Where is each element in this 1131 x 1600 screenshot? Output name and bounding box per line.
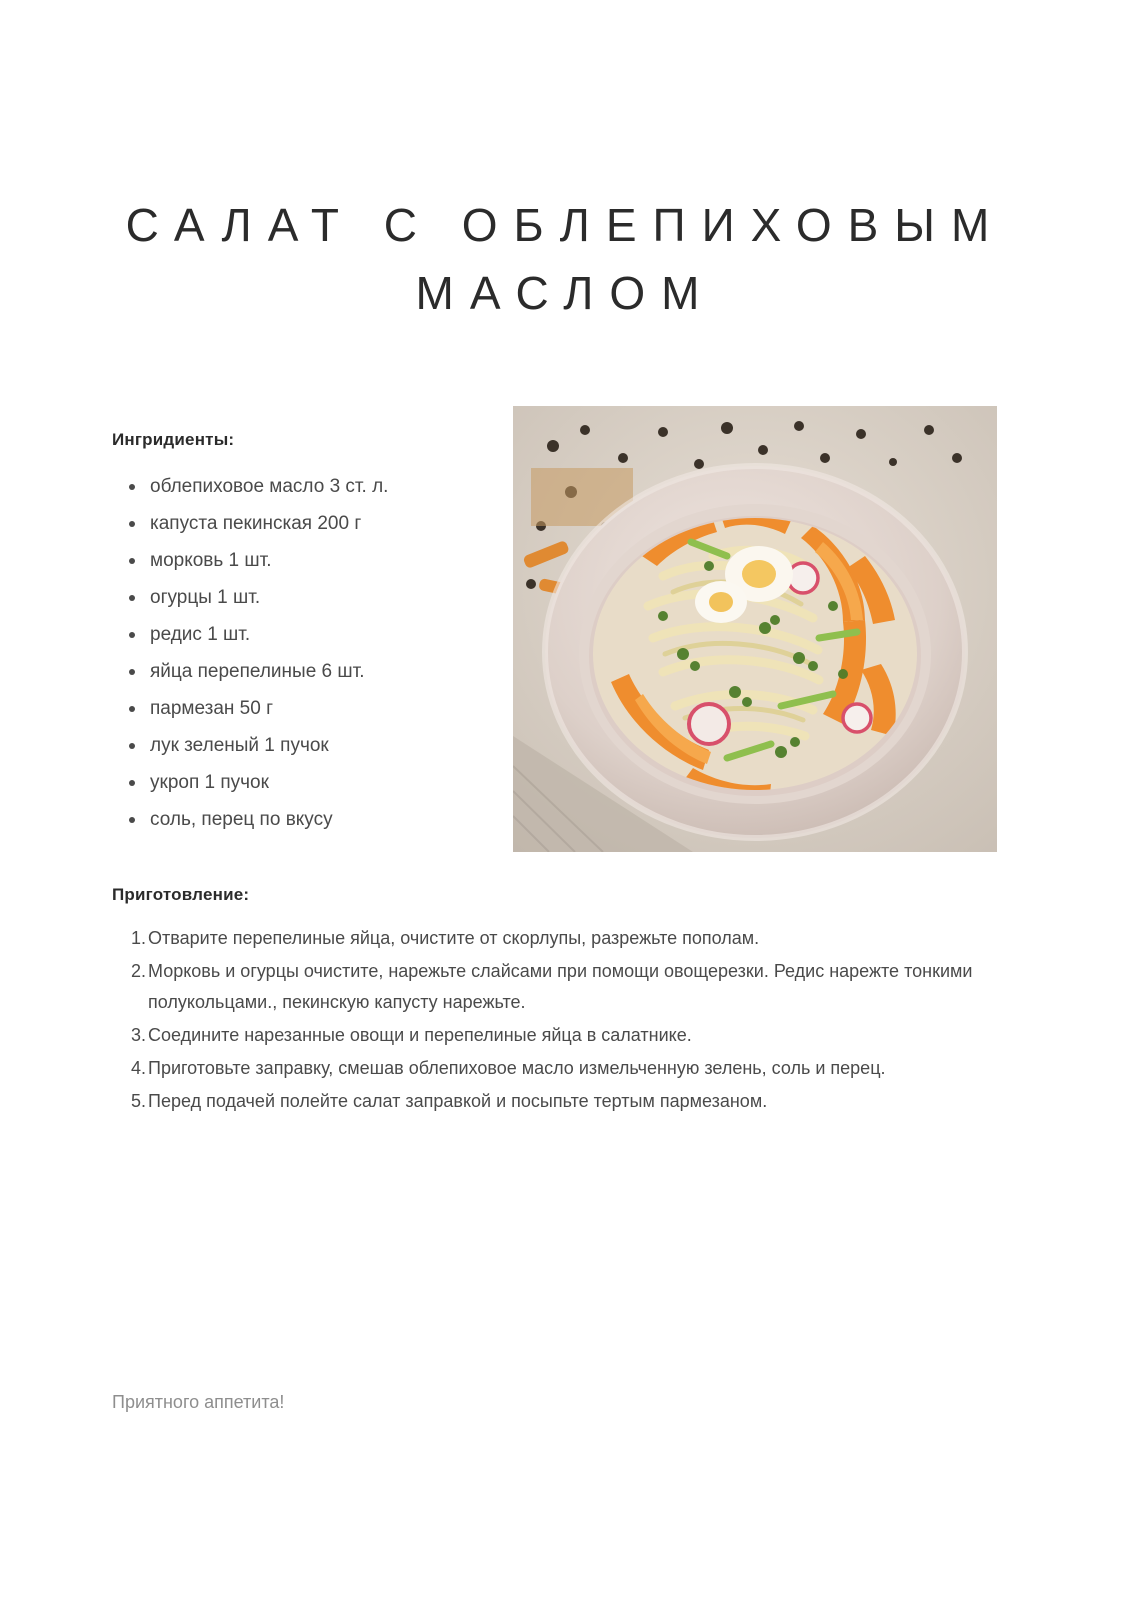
page-title: САЛАТ С ОБЛЕПИХОВЫМ МАСЛОМ [125, 198, 1006, 319]
list-item: Морковь и огурцы очистите, нарежьте слайсами при помощи овощерезки. Редис нарежте тонкими полукольцами., пекинскую капусту нарежьте. [148, 961, 973, 1012]
ingredients-list [112, 468, 472, 838]
list-item: пармезан 50 г [112, 690, 472, 727]
list-item: укроп 1 пучок [112, 764, 472, 801]
list-item: Соедините нарезанные овощи и перепелиные яйца в салатнике. [148, 1025, 692, 1045]
list-item: редис 1 шт. [112, 616, 472, 653]
list-item: Приготовьте заправку, смешав облепиховое масло измельченную зелень, соль и перец. [148, 1058, 886, 1078]
steps-list [112, 923, 1022, 1117]
list-item: соль, перец по вкусу [112, 801, 472, 838]
list-item: облепиховое масло 3 ст. л. [112, 468, 472, 505]
list-item: огурцы 1 шт. [112, 579, 472, 616]
list-item: морковь 1 шт. [112, 542, 472, 579]
salad-photo [513, 406, 997, 852]
footer-note: Приятного аппетита! [112, 1392, 285, 1412]
list-item: Перед подачей полейте салат заправкой и посыпьте тертым пармезаном. [148, 1091, 768, 1111]
list-item: капуста пекинская 200 г [112, 505, 472, 542]
ingredients-section [112, 430, 472, 838]
list-item: лук зеленый 1 пучок [112, 727, 472, 764]
steps-heading: Приготовление: [112, 885, 250, 904]
list-item: Отварите перепелиные яйца, очистите от скорлупы, разрежьте пополам. [148, 928, 760, 948]
steps-section [112, 885, 1022, 1119]
list-item: яйца перепелиные 6 шт. [112, 653, 472, 690]
ingredients-heading: Ингридиенты: [112, 430, 235, 449]
